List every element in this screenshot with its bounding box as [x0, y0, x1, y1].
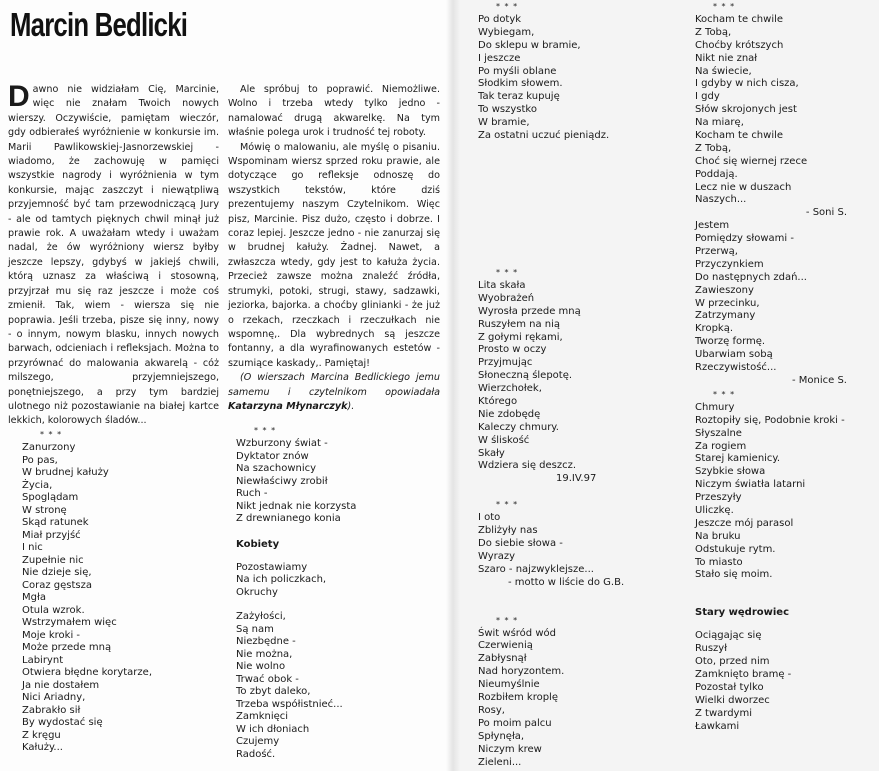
- poem-line: Oto, przed nim: [695, 656, 770, 668]
- poem-line: Szybkie słowa: [695, 466, 766, 478]
- poem-column-left-2: [236, 424, 356, 761]
- poem-line: Za ostatni uczuć pieniądz.: [478, 130, 610, 142]
- poem-line: Poddają.: [695, 168, 738, 180]
- poem-line: Pozostał tylko: [695, 681, 764, 693]
- dedication-signature: - Monice S.: [791, 374, 847, 386]
- poem-line: Nie zdobędę: [478, 408, 541, 420]
- poem-column-right-1b: [478, 266, 624, 769]
- poem-line: Kocham te chwile: [695, 14, 784, 25]
- poem-line: Zamknięci: [236, 711, 289, 722]
- poem-line: Słodkim słowem.: [478, 78, 563, 90]
- poem-line: Coraz gęstsza: [22, 579, 92, 591]
- intro-paragraph-1: [8, 80, 219, 429]
- stanza-gap: [478, 486, 624, 498]
- poem-line: Nikt nie znał: [695, 52, 758, 64]
- poem-line: Spłynęła,: [478, 730, 525, 742]
- dedication-signature: - Soni S.: [805, 207, 847, 219]
- poem-line: Po myśli oblane: [478, 65, 557, 77]
- poem-line: Czerwienią: [478, 640, 533, 652]
- poem-line: Są nam: [236, 623, 274, 635]
- poem-line: W bramie,: [478, 117, 530, 129]
- poem-line: Stało się moim.: [695, 569, 773, 581]
- poem-line: Zabrakło sił: [22, 704, 81, 716]
- section-divider-stars: * * *: [496, 2, 519, 11]
- poem-line: Do sklepu w bramie,: [478, 39, 581, 51]
- poem-line: Ubarwiam sobą: [695, 349, 773, 361]
- poem-line: Wyrazy: [478, 550, 516, 562]
- intro-paragraph-2: Ale spróbuj to poprawić. Niemożliwe. Wolno i trzeba wtedy tylko jedno - namalować drugą akwarelkę. Na tym właśnie polega urok i trudność tej roboty.: [228, 84, 440, 139]
- poem-line: Może przede mną: [22, 642, 112, 653]
- intro-paragraph-3: Mówię o malowaniu, ale myślę o pisaniu. Wspominam wiersz sprzed roku prawie, ale dotyczące go refleksje odnoszę do wszystkich tekstów, które dziś prezentujemy naszym Czytelnikom. Więc pisz, Marcinie. Pisz dużo, często i dobrze. I coraz lepiej. Jeszcze jedno - nie zanurzaj się w brudnej kałuży. Żadnej. Nawet, a zwłaszcza wtedy, gdy jest to kałuża życia. Przecież zawsze można znaleźć źródła, strumyki, potoki, strugi, stawy, sadzawki, jeziorka, bajorka. a choćby glinianki - że już o rzekach, rzeczkach i rzeczułkach nie wspomnę,. Dla wybrednych są jeszcze fontanny, a dla wyrafinowanych estetów - szumiące kaskady,. Pamiętaj!: [228, 141, 440, 369]
- poem-line: Zabłysnął: [478, 653, 527, 665]
- poem-line: Z drewnianego konia: [236, 513, 341, 524]
- poem-line: Choć się wiernej rzece: [695, 155, 808, 167]
- poem-line: W ich dłoniach: [236, 723, 310, 735]
- poem-line: Kropką.: [695, 323, 734, 335]
- poem-line: Naszych...: [695, 194, 747, 206]
- poem-line: Okruchy: [236, 586, 278, 598]
- poem-line: Prosto w oczy: [478, 344, 547, 356]
- poem-line: Nie można,: [236, 648, 293, 660]
- poem-line: W śliskość: [478, 434, 530, 446]
- poem-line: Jeszcze mój parasol: [695, 517, 794, 529]
- poem-line: Wielki dworzec: [695, 694, 770, 706]
- poem-line: W brudnej kałuży: [22, 467, 109, 478]
- poem-title: Stary wędrowiec: [695, 607, 790, 619]
- poem-line: Do następnych zdań...: [695, 271, 807, 283]
- poem-line: Z kręgu: [22, 729, 61, 741]
- poem-line: Po pas,: [22, 454, 58, 466]
- stanza-gap: [695, 594, 847, 606]
- poem-line: Lecz nie w duszach: [695, 181, 792, 193]
- poem-line: Nieumyślnie: [478, 679, 540, 691]
- poem-line: Ruszył: [695, 643, 728, 655]
- poem-line: To zbyt daleko,: [236, 686, 311, 697]
- poem-line: Rosy,: [478, 704, 505, 716]
- poem-line: Ruszyłem na nią: [478, 318, 561, 330]
- section-divider-stars: * * *: [254, 426, 277, 435]
- poem-line: Zażyłości,: [236, 611, 286, 622]
- poem-line: Choćby krótszych: [695, 39, 784, 51]
- poem-line: W stronę: [22, 504, 67, 516]
- poem-line: I gdy: [695, 91, 720, 103]
- poem-line: Szaro - najzwyklejsze...: [478, 563, 594, 575]
- poem-line: Zieleni...: [478, 756, 522, 768]
- poem-line: Przyczynkiem: [695, 258, 764, 270]
- poem-line: Trwać obok -: [236, 673, 299, 685]
- poem-line: Po dotyk: [478, 14, 522, 25]
- poem-line: Niczym krew: [478, 743, 542, 755]
- poem-line: Nie wolno: [236, 661, 286, 672]
- poem-line: Wdziera się deszcz.: [478, 460, 577, 472]
- poem-line: Roztopiły się, Podobnie kroki -: [695, 414, 845, 426]
- poem-motto: - motto w liście do G.B.: [508, 576, 625, 588]
- poem-line: Z Tobą,: [695, 142, 732, 154]
- poem-line: Spoglądam: [22, 492, 79, 503]
- section-divider-stars: * * *: [496, 615, 519, 625]
- poem-line: Wyobrażeń: [478, 292, 535, 304]
- poem-line: Przyjmując: [478, 357, 533, 369]
- poem-line: Dyktator znów: [236, 450, 309, 462]
- poem-line: Z Tobą,: [695, 26, 732, 38]
- poem-line: Ja nie dostałem: [22, 679, 100, 691]
- poem-line: Ociągając się: [695, 630, 762, 642]
- page-gutter: [446, 0, 460, 771]
- stanza-gap: [695, 582, 847, 594]
- poem-line: I gdyby w nich cisza,: [695, 78, 799, 90]
- poem-line: Do siebie słowa -: [478, 538, 563, 550]
- poem-line: Czujemy: [236, 736, 280, 747]
- poem-line: Na miarę,: [695, 117, 744, 129]
- poem-line: Uliczkę.: [695, 504, 734, 516]
- poem-line: Wyrosła przede mną: [478, 305, 581, 317]
- poem-line: Zupełnie nic: [22, 554, 84, 566]
- intro-column-1: [8, 80, 219, 429]
- poem-line: Niezbędne -: [236, 636, 296, 647]
- poem-line: Na świecie,: [695, 65, 752, 77]
- poem-line: I oto: [478, 512, 501, 524]
- poem-title: Kobiety: [236, 538, 280, 550]
- poem-line: Starej kamienicy.: [695, 453, 781, 465]
- poem-line: Przeszyły: [695, 492, 742, 504]
- poem-line: Wstrzymałem więc: [22, 617, 117, 628]
- poem-line: Radość.: [236, 748, 276, 760]
- section-divider-stars: * * *: [713, 2, 736, 11]
- poem-line: Jestem: [695, 220, 730, 232]
- poem-line: Ruch -: [236, 488, 268, 499]
- poem-line: Zawieszony: [695, 284, 754, 296]
- poem-line: Po moim palcu: [478, 717, 552, 729]
- poem-line: Życia,: [22, 479, 53, 491]
- section-divider-stars: * * *: [40, 430, 63, 439]
- poem-line: Rzeczywistość...: [695, 362, 777, 374]
- poem-line: Niewłaściwy zrobił: [236, 475, 328, 487]
- poem-line: Nikt jednak nie korzysta: [236, 500, 357, 512]
- poem-column-right-1a: [478, 0, 609, 143]
- poem-line: Za rogiem: [695, 440, 747, 452]
- poem-date: 19.IV.97: [556, 473, 597, 485]
- poem-line: By wydostać się: [22, 717, 103, 728]
- stanza-gap: [478, 602, 624, 614]
- poem-line: Odstukuje rytm.: [695, 543, 776, 555]
- poem-line: Pozostawiamy: [236, 561, 308, 573]
- poem-line: Otwiera błędne korytarze,: [22, 667, 152, 678]
- poem-line: Otula wzrok.: [22, 604, 85, 616]
- poem-line: Miał przyjść: [22, 529, 81, 541]
- poem-line: Pomiędzy słowami -: [695, 233, 794, 245]
- poem-line: Na bruku: [695, 530, 741, 542]
- poem-line: Nad horyzontem.: [478, 666, 565, 678]
- poem-line: Na szachownicy: [236, 463, 317, 474]
- intro-credit: [228, 371, 440, 414]
- poem-line: Niczym światła latarni: [695, 479, 806, 491]
- poem-line: To wszystko: [478, 104, 537, 116]
- author-title: Marcin Bedlicki: [10, 6, 188, 43]
- poem-line: Przerwą,: [695, 246, 738, 258]
- section-divider-stars: * * *: [496, 500, 519, 510]
- section-divider-stars: * * *: [713, 389, 736, 399]
- poem-line: Z twardymi: [695, 707, 752, 719]
- poem-column-left-1: [22, 428, 152, 755]
- poem-line: Zatrzymany: [695, 310, 756, 322]
- poem-line: Świt wśród wód: [478, 627, 556, 639]
- poem-line: W przecinku,: [695, 297, 760, 309]
- poem-line: Na ich policzkach,: [236, 574, 327, 585]
- section-divider-stars: * * *: [496, 268, 519, 277]
- poem-column-right-2: [695, 0, 847, 733]
- stanza-gap: [236, 599, 356, 611]
- poem-line: Którego: [478, 396, 518, 408]
- poem-line: Rozbiłem kroplę: [478, 692, 558, 704]
- credit-end: ).: [347, 400, 355, 412]
- poem-line: I jeszcze: [478, 52, 521, 64]
- poem-line: Trzeba współistnieć...: [236, 698, 343, 710]
- poem-line: Kaleczy chmury.: [478, 421, 559, 433]
- stanza-gap: [236, 526, 356, 538]
- poem-line: Lita skała: [478, 280, 526, 291]
- poem-line: Skąd ratunek: [22, 517, 89, 528]
- poem-line: Kałuży...: [22, 742, 63, 753]
- poem-line: Tworzę formę.: [695, 336, 766, 348]
- poem-line: Wzburzony świat -: [236, 438, 328, 449]
- poem-line: Słyszalne: [695, 427, 742, 439]
- intro-column-2: [228, 83, 440, 414]
- poem-line: Wierzchołek,: [478, 383, 542, 395]
- poem-line: Zbliżyły nas: [478, 525, 538, 537]
- poem-line: Chmury: [695, 401, 735, 413]
- poem-line: Kocham te chwile: [695, 130, 784, 142]
- poem-line: I nic: [22, 542, 43, 553]
- poem-line: Nici Ariadny,: [22, 692, 86, 703]
- intro-paragraph-1-text: awno nie widziałam Cię, Marcinie, więc nie znałam Twoich nowych wierszy. Oczywiście, pamiętam wieczór, gdy odbierałeś wyróżnienie w konkursie im. Marii Pawlikowskiej-Jasnorzewskiej - wiadomo, że zachowuję w pamięci wszystkie nagrody i wyróżnienia w tym konkursie, mając zaszczyt i niewątpliwą przyjemność być tam przewodniczącą Jury - ale od tamtych pięknych chwil minął już prawie rok. A uważałam wtedy i uważam nadal, że ów wyróżniony wiersz byłby jeszcze lepszy, gdybyś w jakiejś chwili, którą uznasz za właściwą i stosowną, przyjrzał mu się raz jeszcze i może coś zmienił. Tak, wiem - wiersza się nie poprawia. Jeśli trzeba, pisze się inny, nowy - o innym, nowym blasku, innych nowych barwach, odcieniach i refleksjach. Można to przyrównać do malowania akwarelą - cóż milszego, przyjemniejszego, ponętniejszego, a przy tym bardziej ulotnego niż pozostawianie na białej kartce lekkich, kolorowych śladów...: [8, 84, 219, 427]
- poem-line: Zamknięto bramę -: [695, 668, 792, 680]
- stanza-gap: [478, 590, 624, 602]
- poem-line: Słoneczną ślepotę.: [478, 370, 573, 382]
- drop-cap: D: [8, 80, 30, 113]
- credit-author: Katarzyna Młynarczyk: [228, 400, 348, 412]
- poem-line: Słów skrojonych jest: [695, 104, 797, 116]
- poem-line: Tak teraz kupuję: [478, 91, 560, 103]
- poem-line: Labirynt: [22, 654, 64, 666]
- poem-line: Z gołymi rękami,: [478, 331, 563, 343]
- poem-line: Nie dzieje się,: [22, 567, 92, 578]
- poem-line: Zanurzony: [22, 442, 76, 453]
- poem-line: To miasto: [695, 556, 743, 568]
- poem-line: Moje kroki -: [22, 629, 81, 641]
- poem-line: Mgła: [22, 592, 46, 603]
- poem-line: Ławkami: [695, 720, 740, 732]
- credit-text: (O wierszach Marcina Bedlickiego jemu samemu i czytelnikom opowiadała: [228, 372, 440, 398]
- poem-line: Skały: [478, 447, 505, 459]
- poem-line: Wybiegam,: [478, 26, 535, 38]
